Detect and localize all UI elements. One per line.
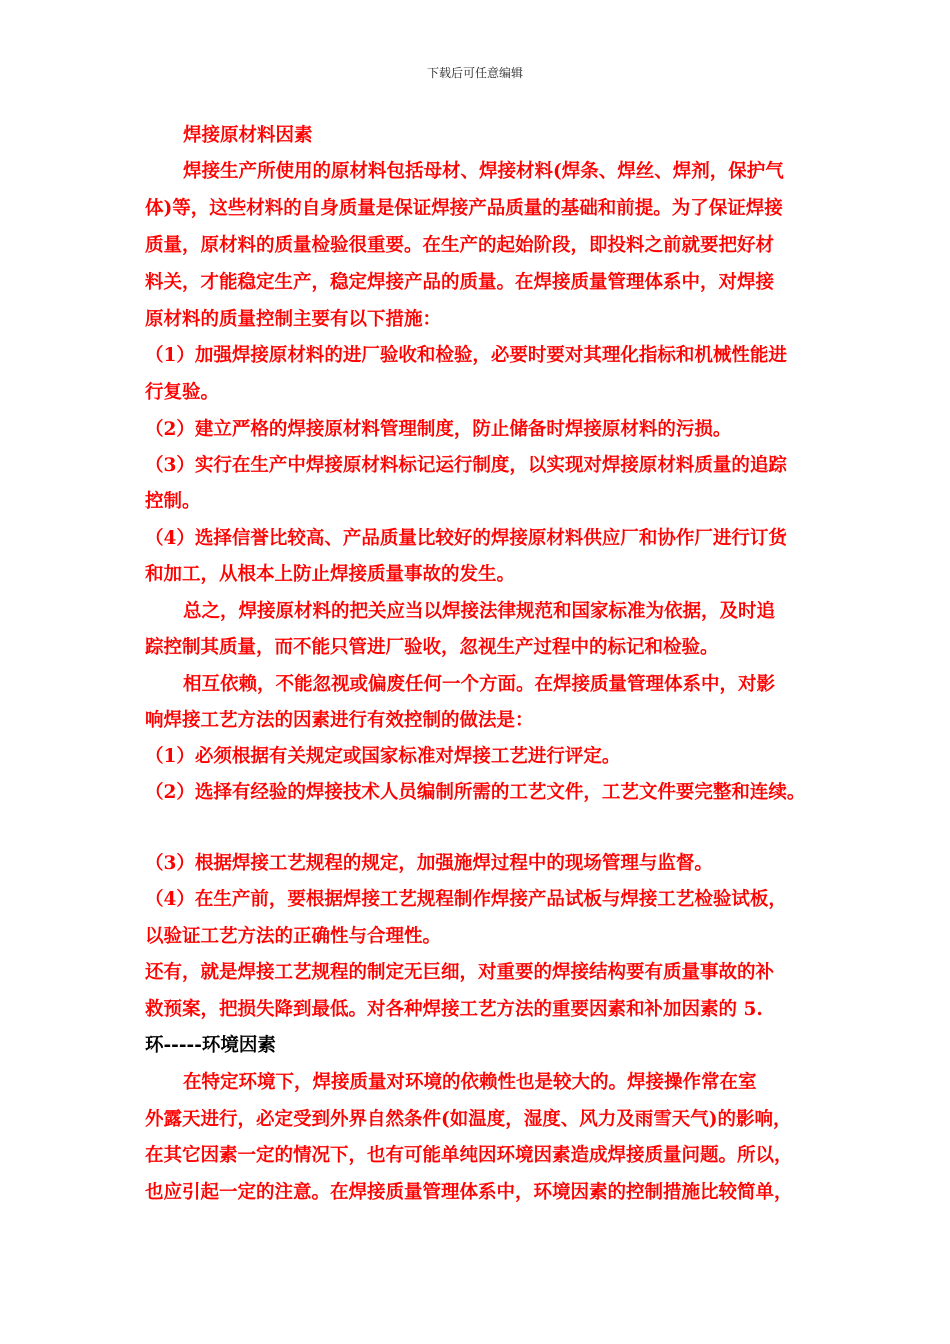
list-item-line: （2）建立严格的焊接原材料管理制度，防止储备时焊接原材料的污损。 [145,419,732,440]
paragraph-line: 体)等，这些材料的自身质量是保证焊接产品质量的基础和前提。为了保证焊接 [145,198,783,219]
paragraph-line: 总之，焊接原材料的把关应当以焊接法律规范和国家标准为依据，及时追 [183,601,776,622]
section-heading: 环-----环境因素 [145,1035,276,1056]
list-item-line: 行复验。 [145,382,220,403]
paragraph-line: 外露天进行，必定受到外界自然条件(如温度，湿度、风力及雨雪天气)的影响， [145,1109,792,1130]
list-item-line: （4）选择信誉比较高、产品质量比较好的焊接原材料供应厂和协作厂进行订货 [145,528,787,549]
paragraph-line: 还有，就是焊接工艺规程的制定无巨细，对重要的焊接结构要有质量事故的补 [145,962,775,983]
paragraph-line: 相互依赖，不能忽视或偏废任何一个方面。在焊接质量管理体系中，对影 [183,674,776,695]
list-item-line: （1）必须根据有关规定或国家标准对焊接工艺进行评定。 [145,746,621,767]
list-item-line: （4）在生产前，要根据焊接工艺规程制作焊接产品试板与焊接工艺检验试板， [145,889,787,910]
list-item-line: （1）加强焊接原材料的进厂验收和检验，必要时要对其理化指标和机械性能进 [145,345,787,366]
paragraph-line: 响焊接工艺方法的因素进行有效控制的做法是： [145,710,534,731]
paragraph-line: 在特定环境下，焊接质量对环境的依赖性也是较大的。焊接操作常在室 [183,1072,757,1093]
page-header: 下载后可任意编辑 [426,66,523,80]
paragraph-line: 在其它因素一定的情况下，也有可能单纯因环境因素造成焊接质量问题。所以， [145,1145,793,1166]
list-item-line: 控制。 [145,491,201,512]
list-item-line: 以验证工艺方法的正确性与合理性。 [145,926,442,947]
paragraph-line: 焊接生产所使用的原材料包括母材、焊接材料(焊条、焊丝、焊剂，保护气 [183,161,784,182]
list-item-line: 和加工，从根本上防止焊接质量事故的发生。 [145,564,516,585]
section-heading: 焊接原材料因素 [183,125,313,146]
list-item-line: （2）选择有经验的焊接技术人员编制所需的工艺文件，工艺文件要完整和连续。 [145,782,806,803]
list-item-line: （3）实行在生产中焊接原材料标记运行制度，以实现对焊接原材料质量的追踪 [145,455,787,476]
paragraph-line: 救预案，把损失降到最低。对各种焊接工艺方法的重要因素和补加因素的 5. [145,999,763,1020]
paragraph-line: 踪控制其质量，而不能只管进厂验收，忽视生产过程中的标记和检验。 [145,637,719,658]
paragraph-line: 料关，才能稳定生产，稳定焊接产品的质量。在焊接质量管理体系中，对焊接 [145,272,775,293]
paragraph-line: 质量，原材料的质量检验很重要。在生产的起始阶段，即投料之前就要把好材 [145,235,775,256]
list-item-line: （3）根据焊接工艺规程的规定，加强施焊过程中的现场管理与监督。 [145,853,713,874]
paragraph-line: 也应引起一定的注意。在焊接质量管理体系中，环境因素的控制措施比较简单， [145,1182,793,1203]
paragraph-line: 原材料的质量控制主要有以下措施： [145,309,442,330]
